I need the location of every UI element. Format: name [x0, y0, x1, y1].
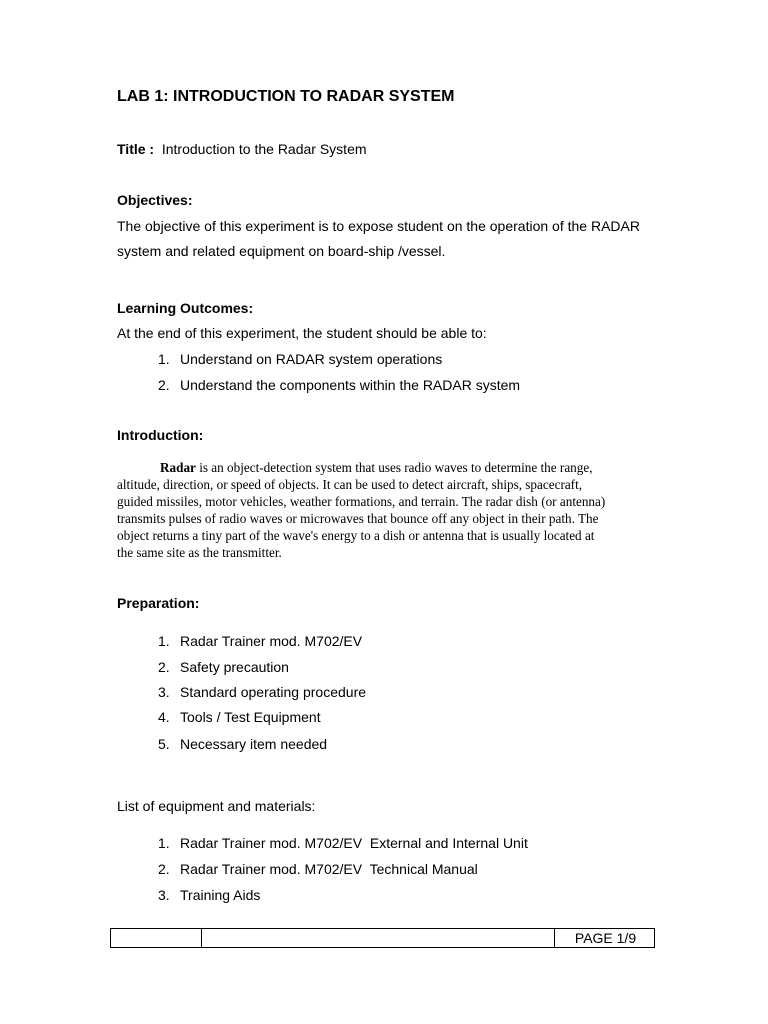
list-item-text: Safety precaution: [180, 659, 289, 675]
list-item-number: 3.: [158, 684, 170, 700]
introduction-line: object returns a tiny part of the wave's energy to a dish or antenna that is usually located at: [117, 527, 595, 543]
list-item-text: Necessary item needed: [180, 736, 328, 752]
list-item: [158, 351, 442, 367]
title-value: Introduction to the Radar System: [161, 141, 367, 157]
objectives-line-2: system and related equipment on board-ship /vessel.: [117, 243, 446, 259]
list-item-number: 3.: [158, 887, 170, 903]
list-item: [158, 887, 260, 903]
title-row: [117, 141, 367, 157]
list-item-number: 5.: [158, 736, 170, 752]
list-item: [158, 633, 362, 649]
footer-cell-empty: [111, 929, 202, 947]
list-item-text: Radar Trainer mod. M702/EV Technical Manual: [180, 861, 478, 877]
list-item-text: Understand the components within the RADAR system: [180, 377, 521, 393]
introduction-line: guided missiles, motor vehicles, weather formations, and terrain. The radar dish (or antenna): [117, 493, 606, 509]
list-item: [158, 861, 478, 877]
list-item-number: 2.: [158, 659, 170, 675]
list-item-number: 1.: [158, 633, 170, 649]
objectives-line-1: The objective of this experiment is to expose student on the operation of the RADAR: [117, 218, 640, 234]
list-item-text: Radar Trainer mod. M702/EV: [180, 633, 363, 649]
list-item-text: Understand on RADAR system operations: [180, 351, 443, 367]
introduction-first-line-text: is an object-detection system that uses radio waves to determine the range,: [195, 460, 593, 475]
list-item-text: Radar Trainer mod. M702/EV External and Internal Unit: [180, 835, 528, 851]
introduction-line: transmits pulses of radio waves or microwaves that bounce off any object in their path. The: [117, 510, 599, 526]
learning-outcomes-intro: At the end of this experiment, the student should be able to:: [117, 325, 487, 341]
list-item: [158, 659, 289, 675]
list-item-number: 1.: [158, 835, 170, 851]
introduction-line: the same site as the transmitter.: [117, 544, 282, 560]
list-item-number: 4.: [158, 709, 170, 725]
lab-title: LAB 1: INTRODUCTION TO RADAR SYSTEM: [117, 88, 455, 105]
list-item: [158, 835, 528, 851]
introduction-heading: Introduction:: [117, 427, 204, 443]
introduction-line: altitude, direction, or speed of objects. It can be used to detect aircraft, ships, spacecraft,: [117, 476, 583, 492]
list-item-number: 2.: [158, 861, 170, 877]
preparation-heading: Preparation:: [117, 595, 200, 611]
introduction-bold-word: Radar: [160, 460, 196, 475]
introduction-paragraph: [117, 460, 637, 561]
introduction-line: [117, 460, 637, 477]
list-item: [158, 736, 327, 752]
equipment-heading: List of equipment and materials:: [117, 798, 316, 814]
learning-outcomes-heading: Learning Outcomes:: [117, 300, 254, 316]
list-item: [158, 684, 366, 700]
list-item-text: Standard operating procedure: [180, 684, 367, 700]
list-item: [158, 709, 321, 725]
title-label: Title :: [117, 141, 155, 157]
objectives-heading: Objectives:: [117, 192, 193, 208]
list-item-number: 2.: [158, 377, 170, 393]
page-footer-table: [110, 928, 655, 948]
page-number: PAGE 1/9: [554, 929, 656, 947]
list-item: [158, 377, 520, 393]
list-item-text: Training Aids: [180, 887, 261, 903]
list-item-text: Tools / Test Equipment: [180, 709, 321, 725]
list-item-number: 1.: [158, 351, 170, 367]
